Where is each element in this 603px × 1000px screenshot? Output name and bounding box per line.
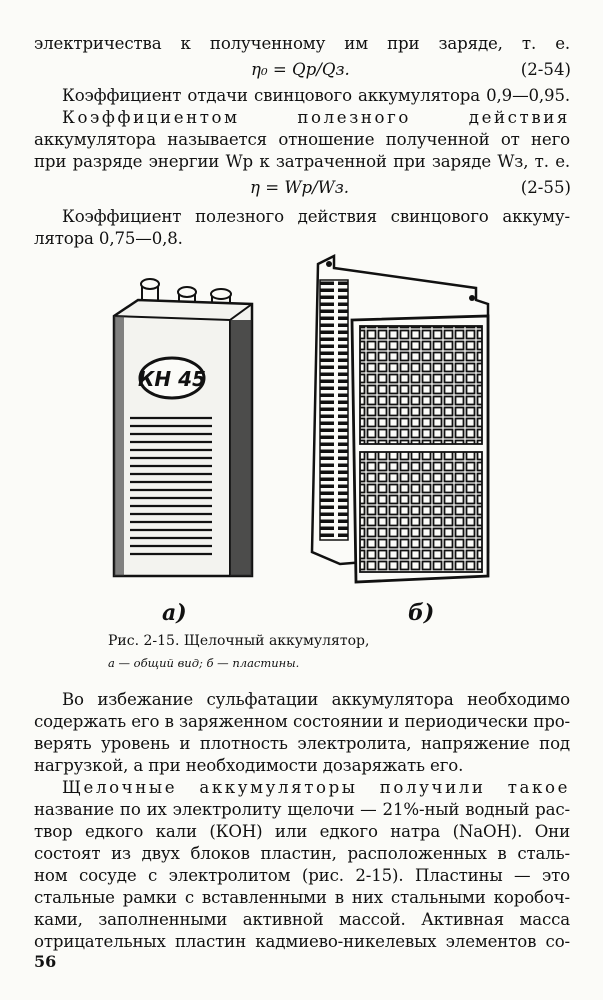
equation-2-55: η = Wр/Wз. xyxy=(250,178,350,197)
text-line: ками, заполненными активной массой. Активная масса xyxy=(34,910,570,929)
text-line: содержать его в заряженном состоянии и периодически про- xyxy=(34,712,570,731)
text-line: ном сосуде с электролитом (рис. 2-15). Пластины — это xyxy=(34,866,570,885)
figure-caption-sub: а — общий вид; б — пластины. xyxy=(108,656,300,670)
text-line: Коэффициент отдачи свинцового аккумулятора 0,9—0,95. xyxy=(62,86,570,105)
figure-caption: Рис. 2-15. Щелочный аккумулятор, xyxy=(108,633,370,649)
text-line: Коэффициент полезного действия свинцового аккуму- xyxy=(62,207,570,226)
plates-illustration xyxy=(300,252,500,592)
figure-label-b: б) xyxy=(408,600,435,626)
battery-badge: КН 45 xyxy=(138,367,206,391)
text-line: название по их электролиту щелочи — 21%-ный водный рас- xyxy=(34,800,570,819)
text-line: лятора 0,75—0,8. xyxy=(34,229,183,248)
battery-illustration xyxy=(100,270,270,590)
page-number: 56 xyxy=(34,952,57,971)
text-line: твор едкого кали (КОН) или едкого натра (NaOH). Они xyxy=(34,822,570,841)
text-line: состоят из двух блоков пластин, расположенных в сталь- xyxy=(34,844,570,863)
text-line: при разряде энергии Wр к затраченной при заряде Wз, т. е. xyxy=(34,152,570,171)
equation-number: (2-54) xyxy=(520,60,571,79)
text-line: отрицательных пластин кадмиево-никелевых элементов со- xyxy=(34,932,570,951)
equation-number: (2-55) xyxy=(520,178,571,197)
figure-label-a: а) xyxy=(162,600,187,626)
text-line-spaced: Щелочные аккумуляторы получили такое xyxy=(62,778,570,797)
text-line: стальные рамки с вставленными в них стальными коробоч- xyxy=(34,888,570,907)
equation-2-54: η₀ = Qр/Qз. xyxy=(251,60,350,79)
text-line: нагрузкой, а при необходимости дозаряжать его. xyxy=(34,756,464,775)
text-line: аккумулятора называется отношение полученной от него xyxy=(34,130,570,149)
text-line-spaced: Коэффициентом полезного действия xyxy=(62,108,570,127)
text-line: верять уровень и плотность электролита, напряжение под xyxy=(34,734,570,753)
text-line: электричества к полученному им при заряде, т. е. xyxy=(34,34,570,53)
text-line: Во избежание сульфатации аккумулятора необходимо xyxy=(62,690,570,709)
